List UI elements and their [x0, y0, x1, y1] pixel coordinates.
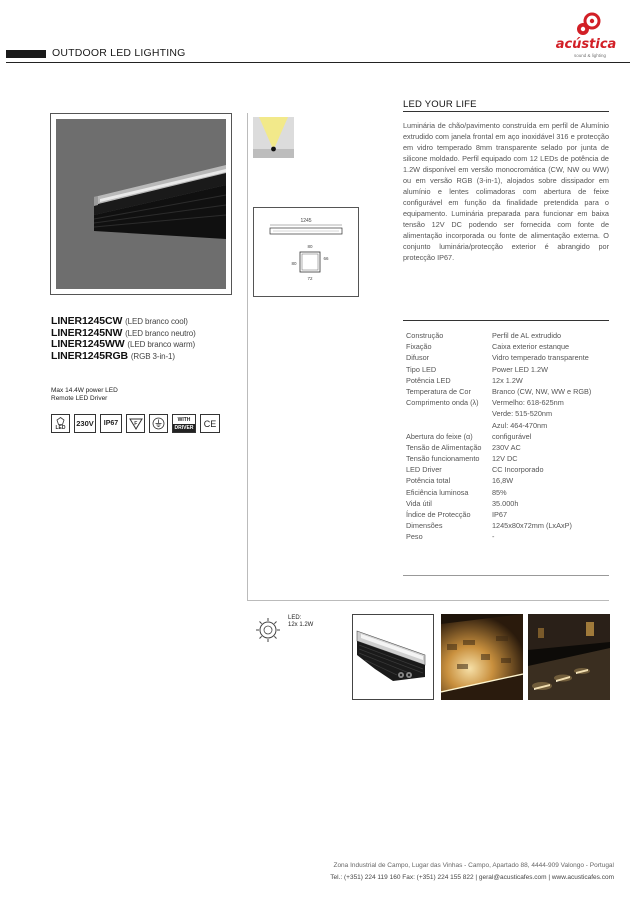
ip-rating-badge: IP67 [100, 414, 122, 433]
spec-row: Abertura do feixe (α) configurável [406, 431, 532, 441]
earth-ground-icon [149, 414, 168, 433]
spec-row: Tensão de Alimentação 230V AC [406, 442, 521, 452]
led-bulb-icon: LED [51, 414, 70, 433]
bottom-rule [247, 600, 609, 601]
model-item: LINER1245WW (LED branco warm) [51, 338, 196, 350]
product-photo-frame [50, 113, 232, 295]
spec-row: Construção Perfil de AL extrudido [406, 331, 562, 340]
spec-row: Temperatura de Cor Branco (CW, NW, WW e RGB) [406, 386, 592, 396]
spec-row: Eficiência luminosa 85% [406, 487, 507, 497]
brand-logo [555, 12, 617, 66]
spec-row: Tensão funcionamento 12V DC [406, 454, 518, 464]
spec-row: Dimensões 1245x80x72mm (LxAxP) [406, 521, 572, 531]
spec-row: Fixação Caixa exterior estanque [406, 342, 570, 352]
spec-row: Azul: 464-470nm [492, 420, 548, 430]
spec-row: Vida útil 35.000h [406, 498, 519, 508]
section-title: LED YOUR LIFE [403, 99, 477, 110]
model-list [51, 316, 196, 362]
column-divider [247, 113, 248, 600]
spec-row: Índice de Protecção IP67 [406, 510, 508, 519]
spec-row: Difusor Vidro temperado transparente [406, 353, 589, 363]
product-detail-image [352, 614, 434, 700]
header-rule [6, 62, 630, 63]
svg-text:80: 80 [291, 261, 297, 266]
product-photo [56, 119, 226, 289]
footer [330, 860, 614, 884]
voltage-badge: 230V [74, 414, 96, 433]
section-rule [403, 111, 609, 112]
header-bar [6, 50, 46, 58]
led-chip-icon [255, 617, 281, 643]
page-title: OUTDOOR LED LIGHTING [52, 47, 186, 59]
spec-row: Potência total 16,8W [406, 476, 514, 486]
svg-text:F: F [133, 420, 137, 427]
footer-address: Zona Industrial de Campo, Lugar das Vinhas - Campo, Apartado 88, 4444-909 Valongo - Portugal [333, 862, 614, 869]
spec-row: Peso - [406, 532, 495, 542]
svg-text:80: 80 [307, 244, 313, 249]
spec-row: Comprimento onda (λ) Vermelho: 618-625nm [406, 398, 564, 408]
model-item: LINER1245RGB (RGB 3-in-1) [51, 349, 175, 362]
svg-text:66: 66 [323, 256, 329, 261]
light-beam-icon [253, 117, 294, 158]
spec-table [406, 330, 612, 543]
power-info: Max 14.4W power LED Remote LED Driver [51, 387, 118, 402]
spec-row: LED Driver CC Incorporado [406, 465, 544, 475]
led-spec-label: LED: 12x 1.2W [288, 615, 314, 628]
model-item: LINER1245CW (LED branco cool) [51, 315, 188, 327]
svg-text:72: 72 [307, 276, 313, 281]
logo-tagline: sound & lighting [573, 53, 607, 58]
f-mark-icon [126, 414, 145, 433]
footer-contacts: Tel.: (+351) 224 119 160 Fax: (+351) 224 155 822 | geral@acusticafes.com | www.acusticafes.com [330, 874, 614, 881]
logo-mark-icon [575, 12, 601, 38]
model-item: LINER1245NW (LED branco neutro) [51, 326, 196, 339]
installation-photo-night [528, 614, 610, 700]
spec-row: Tipo LED Power LED 1.2W [406, 364, 548, 374]
spec-bottom-rule [403, 575, 609, 576]
driver-badge: WITH DRIVER [172, 414, 196, 433]
installation-photo-wall [441, 614, 523, 700]
ce-mark-icon: CE [200, 414, 220, 433]
svg-text:1245: 1245 [300, 218, 312, 224]
dimension-drawing [253, 207, 359, 297]
product-description: Luminária de chão/pavimento construída em perfil de Alumínio extrudido com janela frontal em aço inoxidável 316 e protecção em vidro temperado 8mm transparente selado por junta de silicone moldado. Perfil equipado com 12 LEDs de potência de 1.2W disponível em versão monocromática (CW, NW ou WW) ou em versão RGB (3-in-1), alojados sobre dissipador em alumínio e lentes colimadoras com abertura de feixe configurável em função da finalidade pretendida para o equipamento. Luminária preparada para funcionar em baixa tensão 12V DC podendo ser fornecida com fonte de alimentação incorporada ou fonte de alimentação externa. O conjunto luminária/protecção exterior é abrangido por protecção IP67. [403, 121, 609, 262]
logo-wordmark: acústica [555, 37, 617, 52]
spec-row: Potência LED 12x 1.2W [406, 375, 523, 385]
certification-icons [51, 414, 220, 433]
spec-rule [403, 320, 609, 321]
spec-row: Verde: 515-520nm [492, 409, 553, 419]
